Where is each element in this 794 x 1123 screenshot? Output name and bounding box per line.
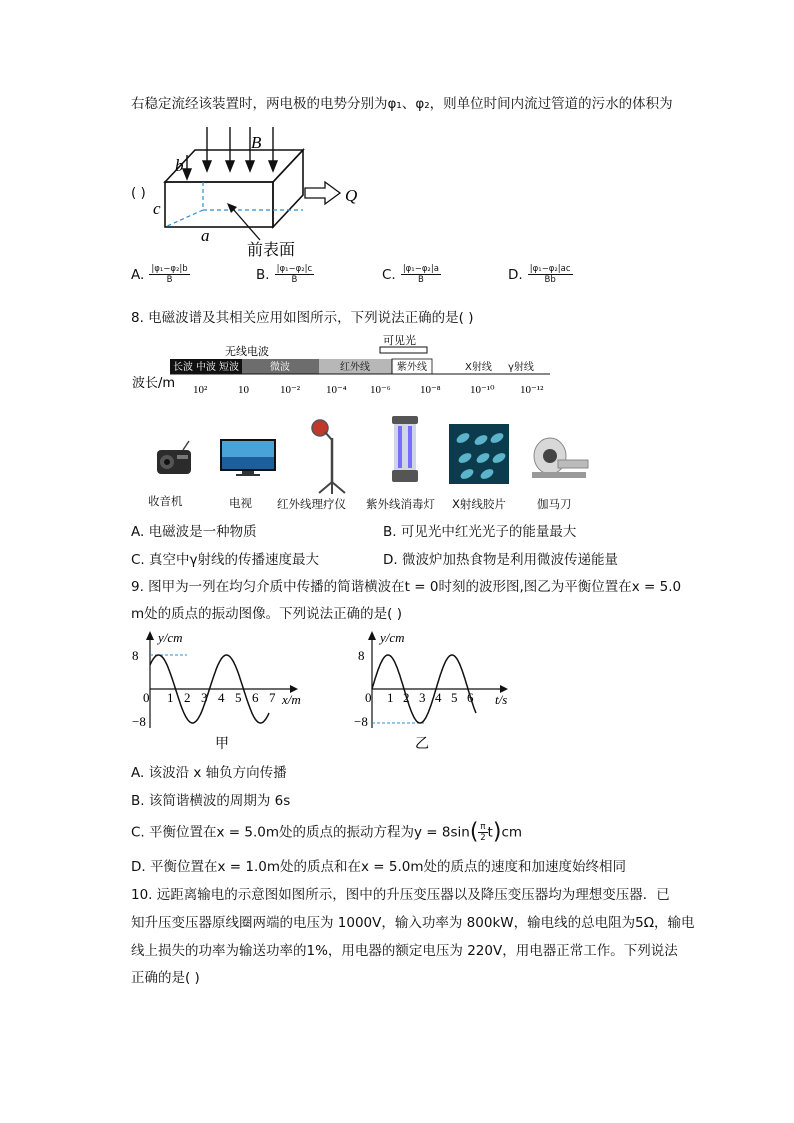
q8-option-d[interactable]: D. 微波炉加热食物是利用微波传递能量 [383,552,618,568]
svg-text:8: 8 [132,648,139,663]
television-icon [218,437,278,479]
q10-stem-line3: 线上损失的功率为输送功率的1%，用电器的额定电压为 220V，用电器正常工作。下列说法 [131,943,678,959]
q8-option-a[interactable]: A. 电磁波是一种物质 [131,524,257,540]
q8-option-c[interactable]: C. 真空中γ射线的传播速度最大 [131,552,319,568]
svg-text:γ射线: γ射线 [508,362,534,373]
svg-text:0: 0 [143,690,150,705]
device-gamma-caption: 伽马刀 [537,497,572,511]
q9-option-b[interactable]: B. 该简谐横波的周期为 6s [131,793,291,809]
q7-option-c[interactable]: C. $\frac{\text{|φ₁−φ₂|a}}{B}$ [382,264,439,285]
device-tv-caption: 电视 [229,496,252,510]
q8-stem: 8. 电磁波谱及其相关应用如图所示，下列说法正确的是( ) [131,310,474,326]
svg-text:t/s: t/s [495,692,508,707]
svg-text:6: 6 [252,690,259,705]
device-uv-caption: 紫外线消毒灯 [366,497,435,511]
svg-text:X射线: X射线 [465,362,492,373]
q7-option-d[interactable]: D. $\frac{\text{|φ₁−φ₂|ac}}{Bb}$ [508,264,571,285]
svg-text:波长/m: 波长/m [132,376,176,391]
q10-stem-line4: 正确的是( ) [131,970,200,986]
wave-graph-left [130,628,315,756]
svg-text:短波: 短波 [219,362,239,373]
q9-stem-line2: m处的质点的振动图像。下列说法正确的是( ) [131,606,402,622]
svg-text:10⁻¹⁰: 10⁻¹⁰ [470,384,495,396]
label-a: a [201,226,210,245]
svg-text:x/m: x/m [282,692,301,707]
svg-text:2: 2 [184,690,191,705]
svg-text:10: 10 [238,384,249,396]
q7-answer-paren: ( ) [131,185,146,201]
svg-text:无线电波: 无线电波 [225,345,269,358]
label-B: B [251,133,262,152]
em-spectrum-figure [130,332,560,402]
svg-text:3: 3 [201,690,208,705]
svg-text:10²: 10² [193,384,208,396]
svg-text:10⁻⁴: 10⁻⁴ [326,384,347,396]
svg-text:y/cm: y/cm [380,630,405,645]
svg-text:紫外线: 紫外线 [397,362,427,373]
front-surface-label: 前表面 [247,240,296,259]
svg-text:可见光: 可见光 [383,334,416,347]
svg-text:长波: 长波 [173,362,193,373]
q7-option-a[interactable]: A. $\frac{\text{|φ₁−φ₂|b}}{B}$ [131,264,188,285]
q10-stem-line2: 知升压变压器原线圈两端的电压为 1000V，输入功率为 800kW，输电线的总电阻为5Ω，输电 [131,915,695,931]
uv-lamp-icon [388,414,422,486]
svg-text:−8: −8 [354,714,368,729]
svg-text:−8: −8 [132,714,146,729]
q7-pipe-figure [155,125,395,265]
vibration-graph-right [352,628,527,756]
svg-text:2: 2 [403,690,410,705]
svg-text:10⁻⁶: 10⁻⁶ [370,384,391,396]
svg-text:1: 1 [167,690,174,705]
gamma-knife-icon [528,432,590,482]
label-b: b [175,156,184,175]
svg-text:8: 8 [358,648,365,663]
q7-stem-line1: 右稳定流经该装置时，两电极的电势分别为φ₁、φ₂，则单位时间内流过管道的污水的体积为 [131,96,673,112]
q9-option-d[interactable]: D. 平衡位置在x = 1.0m处的质点和在x = 5.0m处的质点的速度和加速度始终相同 [131,859,626,875]
infrared-lamp-icon [305,418,355,496]
svg-text:红外线: 红外线 [340,362,370,373]
svg-text:甲: 甲 [215,736,229,752]
svg-text:3: 3 [419,690,426,705]
q9-stem-line1: 9. 图甲为一列在均匀介质中传播的简谐横波在t = 0时刻的波形图,图乙为平衡位置在x = 5.0 [131,579,682,595]
label-Q: Q [345,186,358,205]
svg-text:中波: 中波 [196,362,216,373]
q7-option-b[interactable]: B. $\frac{\text{|φ₁−φ₂|c}}{B}$ [256,264,313,285]
q9-option-c[interactable]: C. 平衡位置在x = 5.0m处的质点的振动方程为y = 8sin( $\frac{\pi}{2}$ t)cm [131,819,523,845]
q10-stem-line1: 10. 远距离输电的示意图如图所示，图中的升压变压器以及降压变压器均为理想变压器．已 [131,887,670,903]
radio-icon [153,440,195,480]
svg-text:10⁻⁸: 10⁻⁸ [420,384,441,396]
svg-text:10⁻²: 10⁻² [280,384,301,396]
svg-text:y/cm: y/cm [158,630,183,645]
svg-text:微波: 微波 [270,362,290,373]
svg-text:6: 6 [467,690,474,705]
svg-text:10⁻¹²: 10⁻¹² [520,384,544,396]
svg-text:5: 5 [451,690,458,705]
label-c: c [153,199,161,218]
q9-option-a[interactable]: A. 该波沿 x 轴负方向传播 [131,765,287,781]
svg-text:乙: 乙 [415,736,429,752]
device-radio-caption: 收音机 [148,494,183,508]
flow-arrow-icon [305,182,340,204]
svg-text:7: 7 [269,690,276,705]
svg-text:0: 0 [365,690,372,705]
svg-text:4: 4 [218,690,225,705]
xray-film-icon [449,424,509,484]
svg-text:5: 5 [235,690,242,705]
device-xray-caption: X射线胶片 [452,497,506,511]
device-infrared-caption: 红外线理疗仪 [277,497,346,511]
svg-text:4: 4 [435,690,442,705]
svg-text:1: 1 [387,690,394,705]
q8-option-b[interactable]: B. 可见光中红光光子的能量最大 [383,524,577,540]
